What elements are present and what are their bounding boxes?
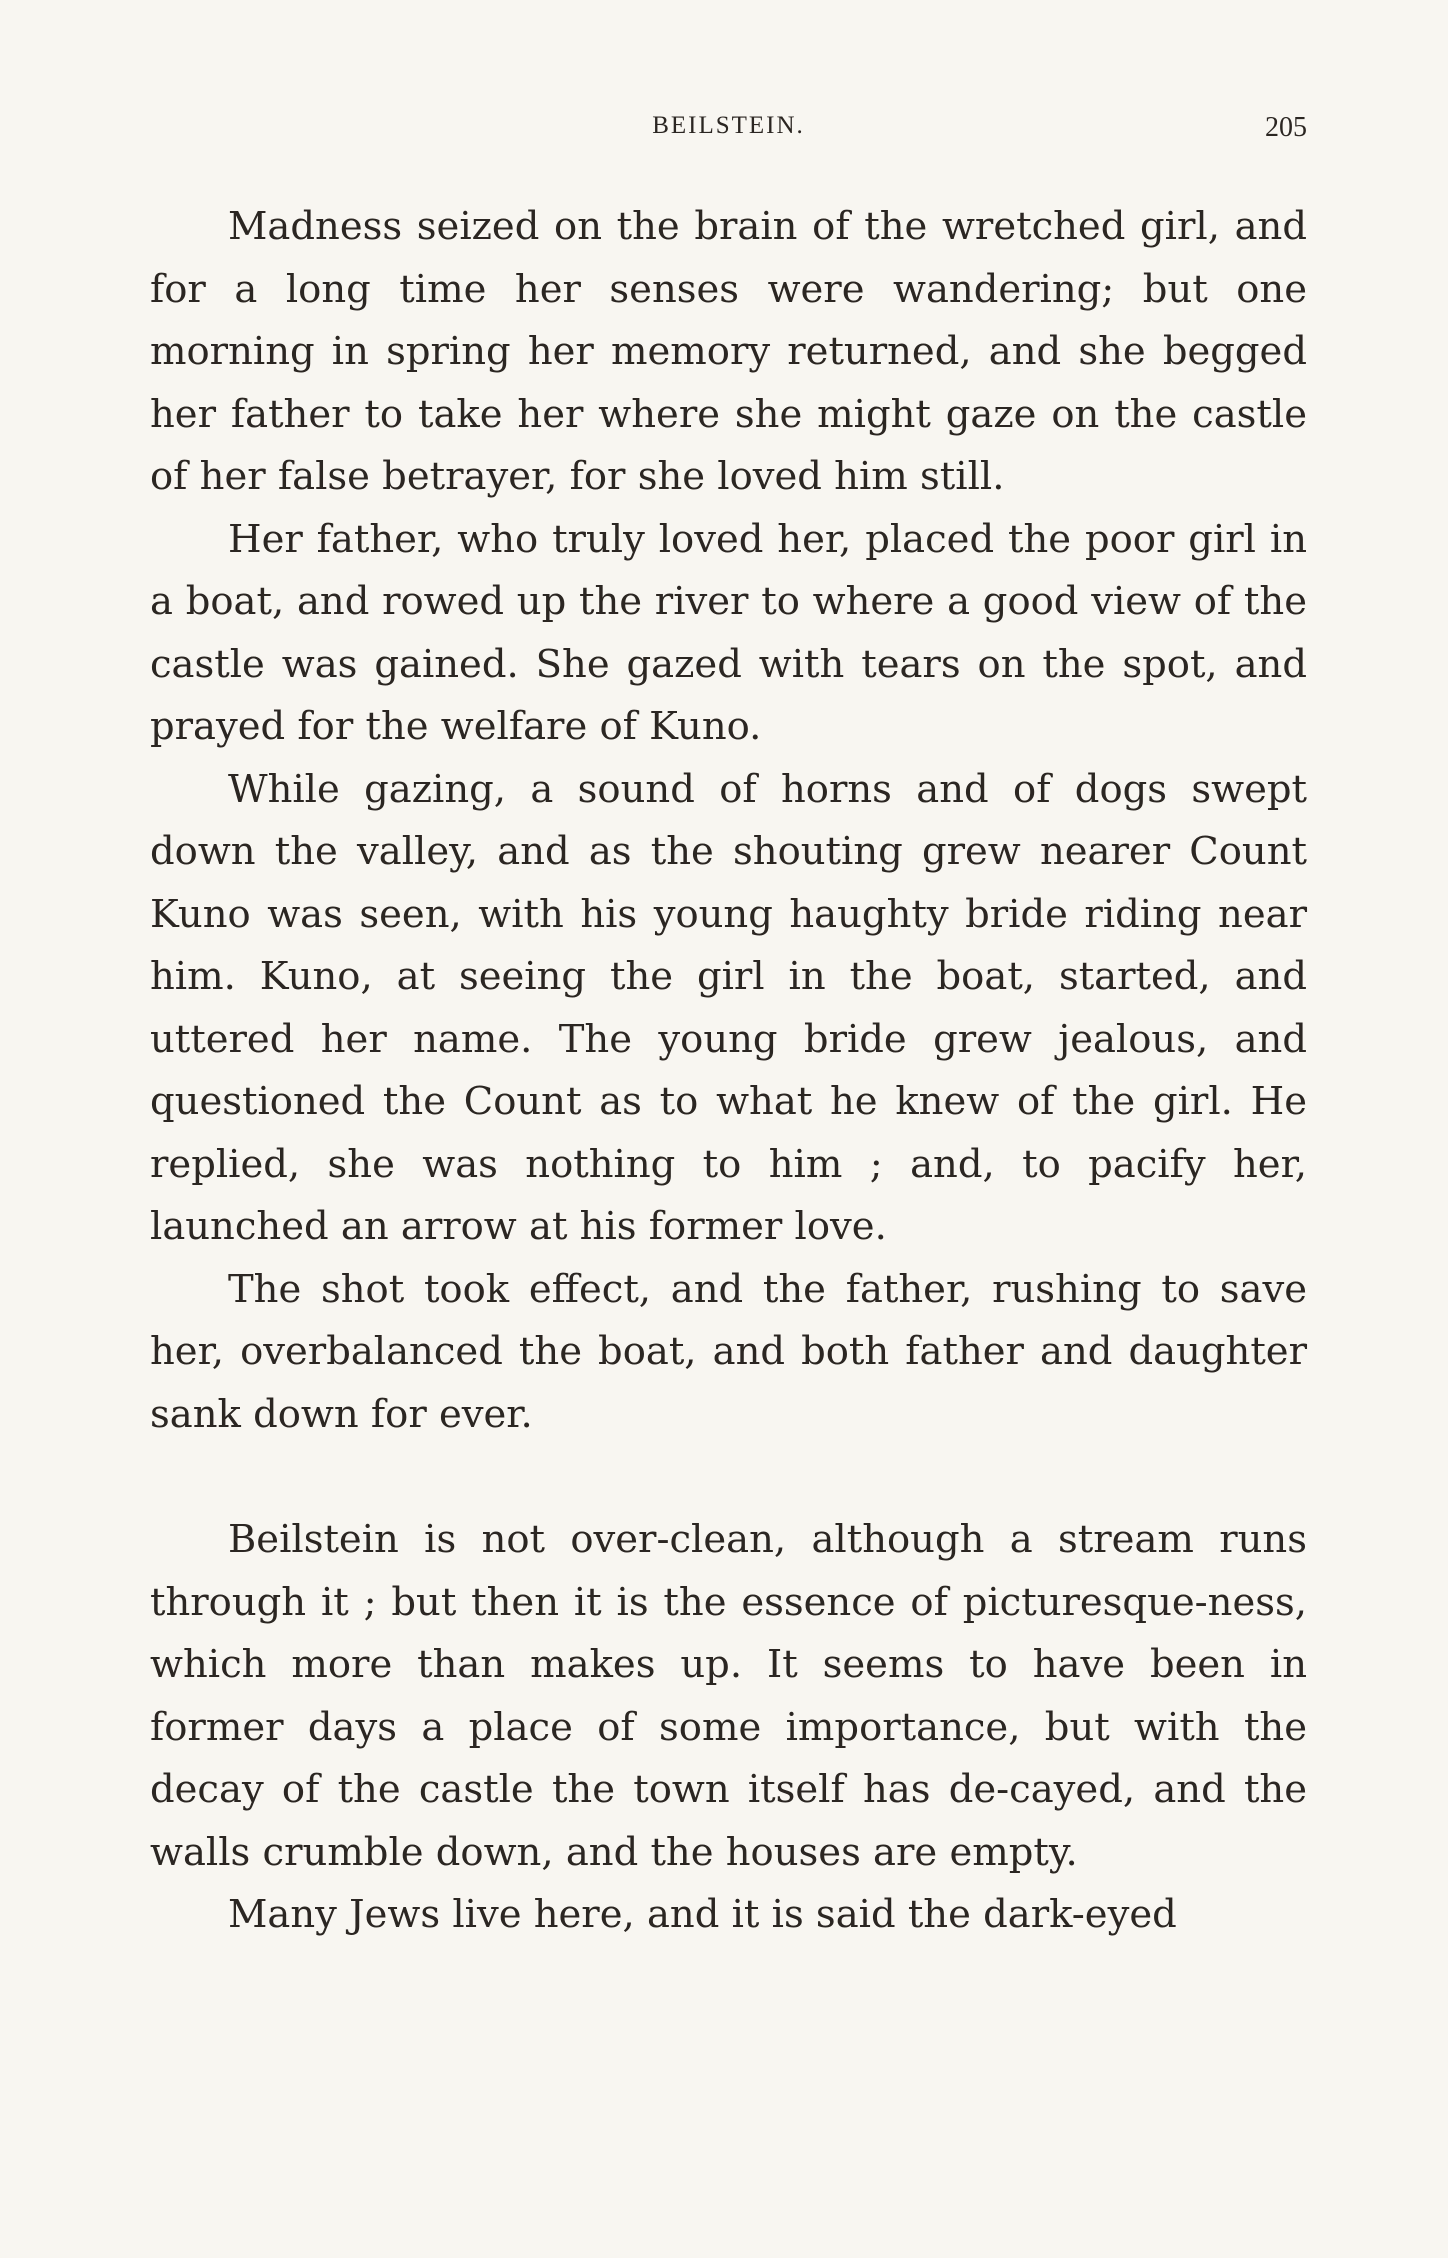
- paragraph-while-gazing: While gazing, a sound of horns and of dogs swept down the valley, and as the shouting grew nearer Count Kuno was seen, with his young haughty bride riding near him. Kuno, at seeing the girl in the boat, started, and uttered her name. The young bride grew jealous, and questioned the Count as to what he knew of the girl. He replied, she was nothing to him ; and, to pacify her, launched an arrow at his former love.: [150, 766, 1307, 1249]
- running-header: [150, 112, 1307, 152]
- section-break: [150, 1446, 1307, 1509]
- paragraph-madness: Madness seized on the brain of the wretched girl, and for a long time her senses were wandering; but one morning in spring her memory returned, and she begged her father to take her where she might gaze on the castle of her false betrayer, for she loved him still.: [150, 204, 1307, 499]
- page-number: 205: [1265, 112, 1307, 143]
- running-title: BEILSTEIN.: [652, 112, 805, 139]
- paragraph-beilstein: Beilstein is not over-clean, although a stream runs through it ; but then it is the essence of picturesque-ness, which more than makes up. It seems to have been in former days a place of some importance, but with the decay of the castle the town itself has de-cayed, and the walls crumble down, and the houses are empty.: [150, 1517, 1307, 1875]
- body-text: [150, 196, 1307, 1947]
- paragraph-shot: The shot took effect, and the father, rushing to save her, overbalanced the boat, and both father and daughter sank down for ever.: [150, 1266, 1307, 1437]
- paragraph-jews: Many Jews live here, and it is said the dark-eyed: [228, 1892, 1177, 1937]
- paragraph-father-boat: Her father, who truly loved her, placed the poor girl in a boat, and rowed up the river to where a good view of the castle was gained. She gazed with tears on the spot, and prayed for the welfare of Kuno.: [150, 516, 1307, 749]
